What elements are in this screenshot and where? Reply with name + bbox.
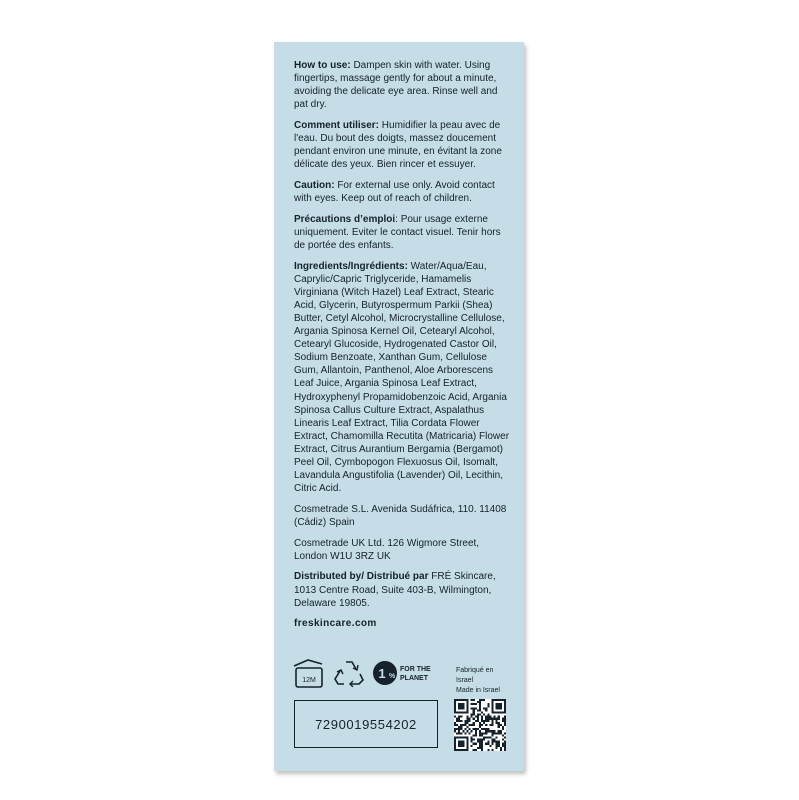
manufacturer-es: Cosmetrade S.L. Avenida Sudáfrica, 110. 11408 (Cádiz) Spain xyxy=(294,503,507,528)
made-in-fr: Fabriqué en Israel xyxy=(456,667,494,684)
ingredients-label: Ingredients/Ingrédients: xyxy=(294,260,408,272)
product-label-panel xyxy=(274,42,524,771)
recycle-icon xyxy=(334,659,364,687)
ingredients-section xyxy=(294,260,512,496)
open-jar-icon xyxy=(292,656,326,690)
made-in-en: Made in Israel xyxy=(456,687,500,694)
comment-utiliser-section xyxy=(294,119,512,171)
caution-text: For external use only. Avoid contact with eyes. Keep out of reach of children. xyxy=(294,179,495,205)
one-percent-planet-icon xyxy=(372,659,446,689)
manufacturer-uk: Cosmetrade UK Ltd. 126 Wigmore Street, London W1U 3RZ UK xyxy=(294,537,480,562)
distributed-section xyxy=(294,570,512,609)
ingredients-text: Water/Aqua/Eau, Caprylic/Capric Triglyceride, Hamamelis Virginiana (Witch Hazel) Leaf Extract, Stearic Acid, Glycerin, Butyrospermum Parkii (Shea) Butter, Cetyl Alcohol, Microcrystalline Cellulose, Argania Spinosa Kernel Oil, Cetearyl Alcohol, Cetearyl Glucoside, Hydrogenated Castor Oil, Sodium Benzoate, Xanthan Gum, Cellulose Gum, Allantoin, Panthenol, Aloe Arborescens Leaf Juice, Argania Spinosa Leaf Extract, Hydroxyphenyl Propamidobenzoic Acid, Argania Spinosa Callus Culture Extract, Aspalathus Linearis Leaf Extract, Tilia Cordata Flower Extract, Chamomilla Recutita (Matricaria) Flower Extract, Citrus Aurantium Bergamia (Bergamot) Peel Oil, Cymbopogon Flexuosus Oil, Isomalt, Lavandula Angustifolia (Lavender) Oil, Lecithin, Citric Acid. xyxy=(294,260,510,495)
how-to-use-label: How to use: xyxy=(294,60,351,71)
made-in-text xyxy=(456,666,507,696)
symbols-row xyxy=(292,656,507,696)
qr-code-icon xyxy=(454,699,506,751)
how-to-use-section xyxy=(294,59,512,111)
planet-line2: PLANET xyxy=(400,675,428,682)
precautions-text: : Pour usage externe uniquement. Eviter le contact visuel. Tenir hors de portée des enfants. xyxy=(294,213,501,251)
precautions-section xyxy=(294,213,512,252)
planet-one-text: 1 xyxy=(378,666,386,681)
barcode-box xyxy=(294,700,438,748)
label-copy xyxy=(294,59,512,638)
distributed-text: FRÉ Skincare, 1013 Centre Road, Suite 403-B, Wilmington, Delaware 19805. xyxy=(294,571,496,609)
caution-section xyxy=(294,179,512,205)
planet-line1: FOR THE xyxy=(400,666,431,673)
distributed-label: Distributed by/ Distribué par xyxy=(294,571,429,583)
how-to-use-text: Dampen skin with water. Using fingertips, massage gently for about a minute, avoiding the delicate eye area. Rinse well and pat dry. xyxy=(294,60,498,111)
barcode-number: 7290019554202 xyxy=(315,716,417,732)
pao-label: 12M xyxy=(302,677,316,684)
comment-utiliser-text: Humidifier la peau avec de l'eau. Du bout des doigts, massez doucement pendant environ une minute, en évitant la zone délicate des yeux. Bien rincer et essuyer. xyxy=(294,119,502,171)
comment-utiliser-label: Comment utiliser: xyxy=(294,119,380,131)
caution-label: Caution: xyxy=(294,179,335,191)
planet-pct-text: % xyxy=(389,673,396,680)
website: freskincare.com xyxy=(294,618,377,630)
precautions-label: Précautions d’emploi xyxy=(294,213,396,225)
